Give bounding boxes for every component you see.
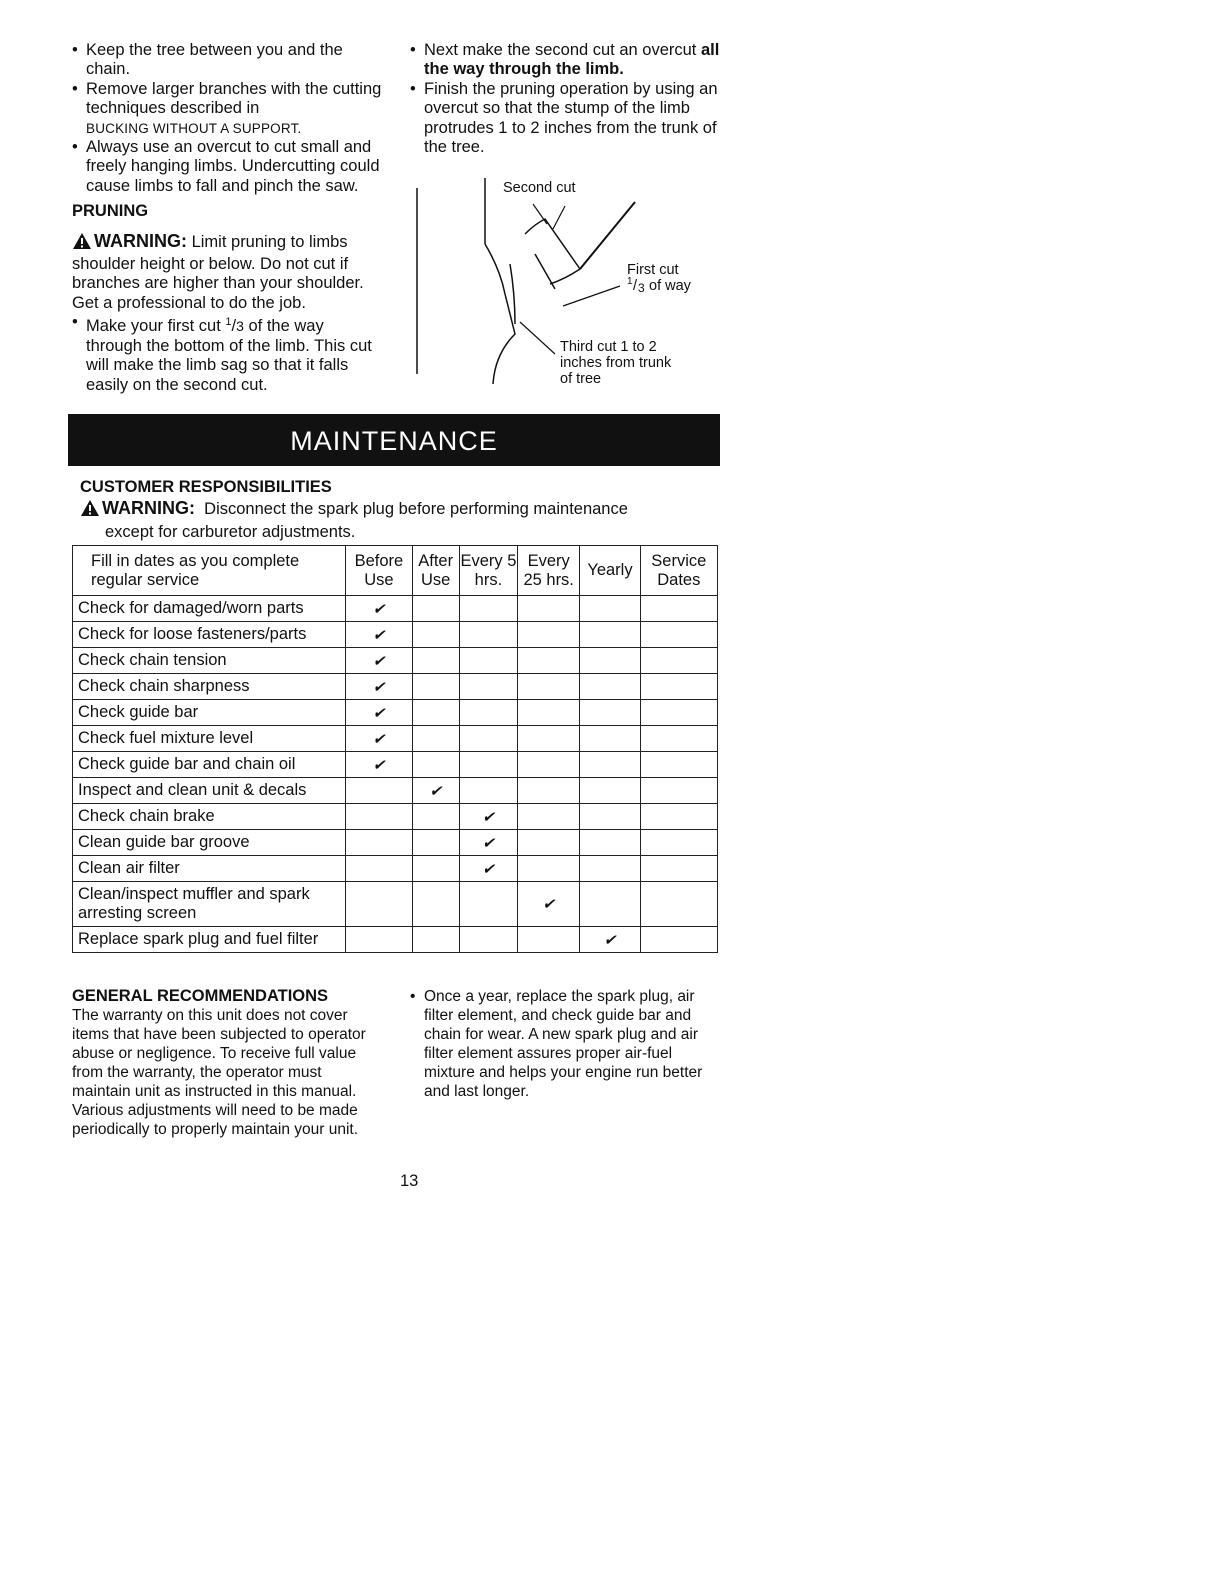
schedule-cell xyxy=(640,927,717,953)
schedule-cell xyxy=(459,927,517,953)
first-cut-fraction-num: 1 xyxy=(627,276,633,287)
schedule-cell xyxy=(346,596,412,622)
schedule-cell xyxy=(412,830,459,856)
check-mark-icon: ✔ xyxy=(372,704,386,722)
schedule-cell xyxy=(518,778,580,804)
schedule-cell xyxy=(412,726,459,752)
check-mark-icon: ✔ xyxy=(372,756,386,774)
general-bullet-text: Once a year, replace the spark plug, air filter element, and check guide bar and chain for wear. A new spark plug and air filter element assures proper air-fuel mixture and helps your engine run better and last longer. xyxy=(424,988,703,1100)
schedule-cell xyxy=(640,726,717,752)
schedule-cell xyxy=(580,726,640,752)
schedule-cell xyxy=(412,648,459,674)
pruning-heading: PRUNING xyxy=(72,202,149,221)
customer-responsibilities-heading: CUSTOMER RESPONSIBILITIES xyxy=(80,478,332,496)
general-recommendations-text: The warranty on this unit does not cover items that have been subjected to operator abuse or negligence. To receive full value from the warranty, the operator must maintain unit as instructed in this manual. Various adjustments will need to be made periodically to properly maintain your unit. xyxy=(72,1007,366,1139)
branch-upper-line xyxy=(580,202,635,269)
schedule-cell xyxy=(640,700,717,726)
list-item-text: Remove larger branches with the cutting techniques described in xyxy=(86,79,382,118)
schedule-cell xyxy=(640,804,717,830)
table-row xyxy=(73,856,718,882)
schedule-cell xyxy=(412,700,459,726)
cut-stub-line xyxy=(535,254,555,289)
warning-text-line-2: except for carburetor adjustments. xyxy=(105,522,356,541)
task-cell: Check chain sharpness xyxy=(73,674,346,700)
schedule-cell xyxy=(412,622,459,648)
task-cell: Check guide bar and chain oil xyxy=(73,752,346,778)
limb-top-line xyxy=(525,219,580,284)
check-mark-icon: ✔ xyxy=(482,808,495,826)
check-mark-icon: ✔ xyxy=(542,896,555,913)
task-cell: Check chain brake xyxy=(73,804,346,830)
list-item xyxy=(72,41,382,80)
schedule-cell xyxy=(346,648,412,674)
schedule-cell xyxy=(459,830,517,856)
table-row xyxy=(73,622,718,648)
list-item xyxy=(72,138,382,196)
third-cut-label-2: inches from trunk xyxy=(560,355,672,371)
schedule-cell xyxy=(640,596,717,622)
schedule-cell xyxy=(346,674,412,700)
schedule-cell xyxy=(346,830,412,856)
task-cell: Check fuel mixture level xyxy=(73,726,346,752)
schedule-cell xyxy=(412,856,459,882)
task-cell: Clean air filter xyxy=(73,856,346,882)
schedule-cell xyxy=(580,674,640,700)
schedule-cell xyxy=(518,726,580,752)
warning-text: Limit pruning to limbs shoulder height or below. Do not cut if branches are higher than your shoulder. Get a professional to do the job. xyxy=(72,232,364,312)
page-number: 13 xyxy=(400,1172,419,1190)
check-mark-icon: ✔ xyxy=(482,834,495,852)
schedule-cell xyxy=(412,752,459,778)
schedule-cell xyxy=(518,648,580,674)
check-mark-icon: ✔ xyxy=(372,652,386,670)
customer-section xyxy=(80,478,720,542)
check-mark-icon: ✔ xyxy=(372,678,386,696)
schedule-cell xyxy=(459,622,517,648)
schedule-cell xyxy=(580,804,640,830)
schedule-cell xyxy=(459,804,517,830)
schedule-cell xyxy=(640,674,717,700)
list-item-text: Keep the tree between you and the chain. xyxy=(86,41,343,79)
task-cell: Replace spark plug and fuel filter xyxy=(73,927,346,953)
finish-text: Finish the pruning operation by using an overcut so that the stump of the limb protrudes 1 to 2 inches from the trunk of the tree. xyxy=(424,79,718,157)
schedule-cell xyxy=(640,830,717,856)
task-cell: Clean guide bar groove xyxy=(73,830,346,856)
table-row xyxy=(73,778,718,804)
general-recommendations-heading: GENERAL RECOMMENDATIONS xyxy=(72,987,329,1005)
schedule-cell xyxy=(518,622,580,648)
table-header-row xyxy=(73,546,718,596)
third-cut-label-1: Third cut 1 to 2 xyxy=(560,339,657,355)
bucking-reference: BUCKING WITHOUT A SUPPORT. xyxy=(86,120,302,136)
fraction-denominator: 3 xyxy=(236,318,244,335)
third-cut-label-3: of tree xyxy=(560,371,602,387)
schedule-cell xyxy=(580,648,640,674)
schedule-cell xyxy=(580,778,640,804)
task-cell: Check chain tension xyxy=(73,648,346,674)
task-cell: Clean/inspect muffler and spark arresting screen xyxy=(73,882,346,927)
table-row xyxy=(73,648,718,674)
schedule-cell xyxy=(518,804,580,830)
schedule-cell xyxy=(459,648,517,674)
schedule-cell xyxy=(518,927,580,953)
column-header: Service Dates xyxy=(640,546,717,596)
first-cut-label: First cut xyxy=(627,262,679,278)
first-cut-fraction-slash: / xyxy=(633,278,638,294)
maintenance-schedule-table xyxy=(72,545,718,953)
schedule-cell xyxy=(412,778,459,804)
schedule-cell xyxy=(459,674,517,700)
warning-triangle-icon xyxy=(72,232,92,255)
check-mark-icon: ✔ xyxy=(482,860,495,878)
schedule-cell xyxy=(640,882,717,927)
second-cut-label: Second cut xyxy=(503,180,576,196)
general-left-column xyxy=(72,987,372,1139)
schedule-cell xyxy=(412,596,459,622)
table-body xyxy=(73,596,718,953)
schedule-cell xyxy=(412,882,459,927)
table-row xyxy=(73,927,718,953)
check-mark-icon: ✔ xyxy=(372,600,386,618)
left-column xyxy=(72,41,382,395)
second-cut-arrow xyxy=(553,206,565,229)
warning-triangle-icon xyxy=(80,499,100,522)
column-header: Every 5 hrs. xyxy=(459,546,517,596)
schedule-cell xyxy=(459,726,517,752)
schedule-cell xyxy=(518,882,580,927)
schedule-cell xyxy=(346,700,412,726)
first-cut-text-a: Make your first cut xyxy=(86,317,221,336)
schedule-cell xyxy=(346,752,412,778)
schedule-cell xyxy=(580,700,640,726)
check-mark-icon: ✔ xyxy=(372,626,386,644)
list-item xyxy=(410,80,720,158)
table-row xyxy=(73,804,718,830)
schedule-cell xyxy=(580,596,640,622)
schedule-cell xyxy=(640,622,717,648)
pruning-steps-list xyxy=(410,41,720,157)
third-cut-arrow xyxy=(520,322,555,354)
column-header: After Use xyxy=(412,546,459,596)
pruning-warning xyxy=(72,232,382,314)
task-cell: Check for damaged/worn parts xyxy=(73,596,346,622)
task-cell: Inspect and clean unit & decals xyxy=(73,778,346,804)
table-row xyxy=(73,596,718,622)
schedule-cell xyxy=(640,648,717,674)
schedule-cell xyxy=(640,856,717,882)
table-row xyxy=(73,726,718,752)
first-cut-arrow xyxy=(563,286,620,306)
check-mark-icon: ✔ xyxy=(603,931,617,949)
check-mark-icon: ✔ xyxy=(429,782,442,800)
list-item xyxy=(410,987,720,1101)
schedule-cell xyxy=(412,674,459,700)
pruning-cut-diagram xyxy=(415,174,715,394)
column-header: Yearly xyxy=(580,546,640,596)
warning-text-line-1: Disconnect the spark plug before performing maintenance xyxy=(204,500,628,519)
schedule-cell xyxy=(346,882,412,927)
task-cell: Check for loose fasteners/parts xyxy=(73,622,346,648)
schedule-cell xyxy=(518,674,580,700)
second-cut-text: Next make the second cut an overcut xyxy=(424,41,697,59)
schedule-cell xyxy=(346,856,412,882)
first-cut-text-b: of the way through the bottom of the limb. This cut will make the limb sag so that it falls easily on the second cut. xyxy=(86,317,372,394)
schedule-cell xyxy=(580,927,640,953)
list-item-text: Always use an overcut to cut small and freely hanging limbs. Undercutting could cause limbs to fall and pinch the saw. xyxy=(86,138,380,195)
fraction-numerator: 1 xyxy=(225,316,232,329)
schedule-cell xyxy=(346,927,412,953)
schedule-cell xyxy=(640,778,717,804)
cutting-tips-list xyxy=(72,41,382,196)
task-cell: Check guide bar xyxy=(73,700,346,726)
schedule-cell xyxy=(459,596,517,622)
schedule-cell xyxy=(346,804,412,830)
general-right-column xyxy=(410,987,720,1101)
schedule-cell xyxy=(459,700,517,726)
list-item xyxy=(72,80,382,138)
check-mark-icon: ✔ xyxy=(372,730,386,748)
column-header: Fill in dates as you complete regular service xyxy=(73,546,346,596)
list-item: • Make your first cut $^1$/3 of the way through the bottom of the limb. This cut will make the limb sag so that it falls easily on the second cut. xyxy=(72,313,382,395)
table-row xyxy=(73,700,718,726)
schedule-cell xyxy=(459,778,517,804)
column-header: Every 25 hrs. xyxy=(518,546,580,596)
schedule-cell xyxy=(518,830,580,856)
schedule-cell xyxy=(412,927,459,953)
schedule-cell xyxy=(640,752,717,778)
first-cut-list xyxy=(72,313,382,395)
schedule-cell xyxy=(518,700,580,726)
schedule-cell xyxy=(459,856,517,882)
schedule-cell xyxy=(518,596,580,622)
warning-label: WARNING: xyxy=(102,498,195,519)
table-row xyxy=(73,674,718,700)
schedule-cell xyxy=(459,752,517,778)
schedule-cell xyxy=(346,726,412,752)
table-row xyxy=(73,882,718,927)
maintenance-banner: MAINTENANCE xyxy=(68,414,720,466)
right-column xyxy=(410,41,720,157)
schedule-cell xyxy=(346,622,412,648)
table-row xyxy=(73,830,718,856)
schedule-cell xyxy=(580,856,640,882)
second-cut-bold-text: all the way through the limb. xyxy=(424,41,720,79)
schedule-cell xyxy=(580,882,640,927)
schedule-cell xyxy=(580,830,640,856)
schedule-cell xyxy=(518,856,580,882)
schedule-cell xyxy=(580,622,640,648)
list-item xyxy=(410,41,720,80)
schedule-cell xyxy=(346,778,412,804)
schedule-cell xyxy=(459,882,517,927)
schedule-cell xyxy=(580,752,640,778)
first-cut-way-label: of way xyxy=(649,278,691,294)
table-row xyxy=(73,752,718,778)
general-bullet-list xyxy=(410,987,720,1101)
column-header: Before Use xyxy=(346,546,412,596)
customer-warning xyxy=(80,499,720,542)
schedule-cell xyxy=(518,752,580,778)
schedule-cell xyxy=(412,804,459,830)
first-cut-fraction-den: 3 xyxy=(638,281,645,295)
warning-label: WARNING: xyxy=(94,230,187,251)
